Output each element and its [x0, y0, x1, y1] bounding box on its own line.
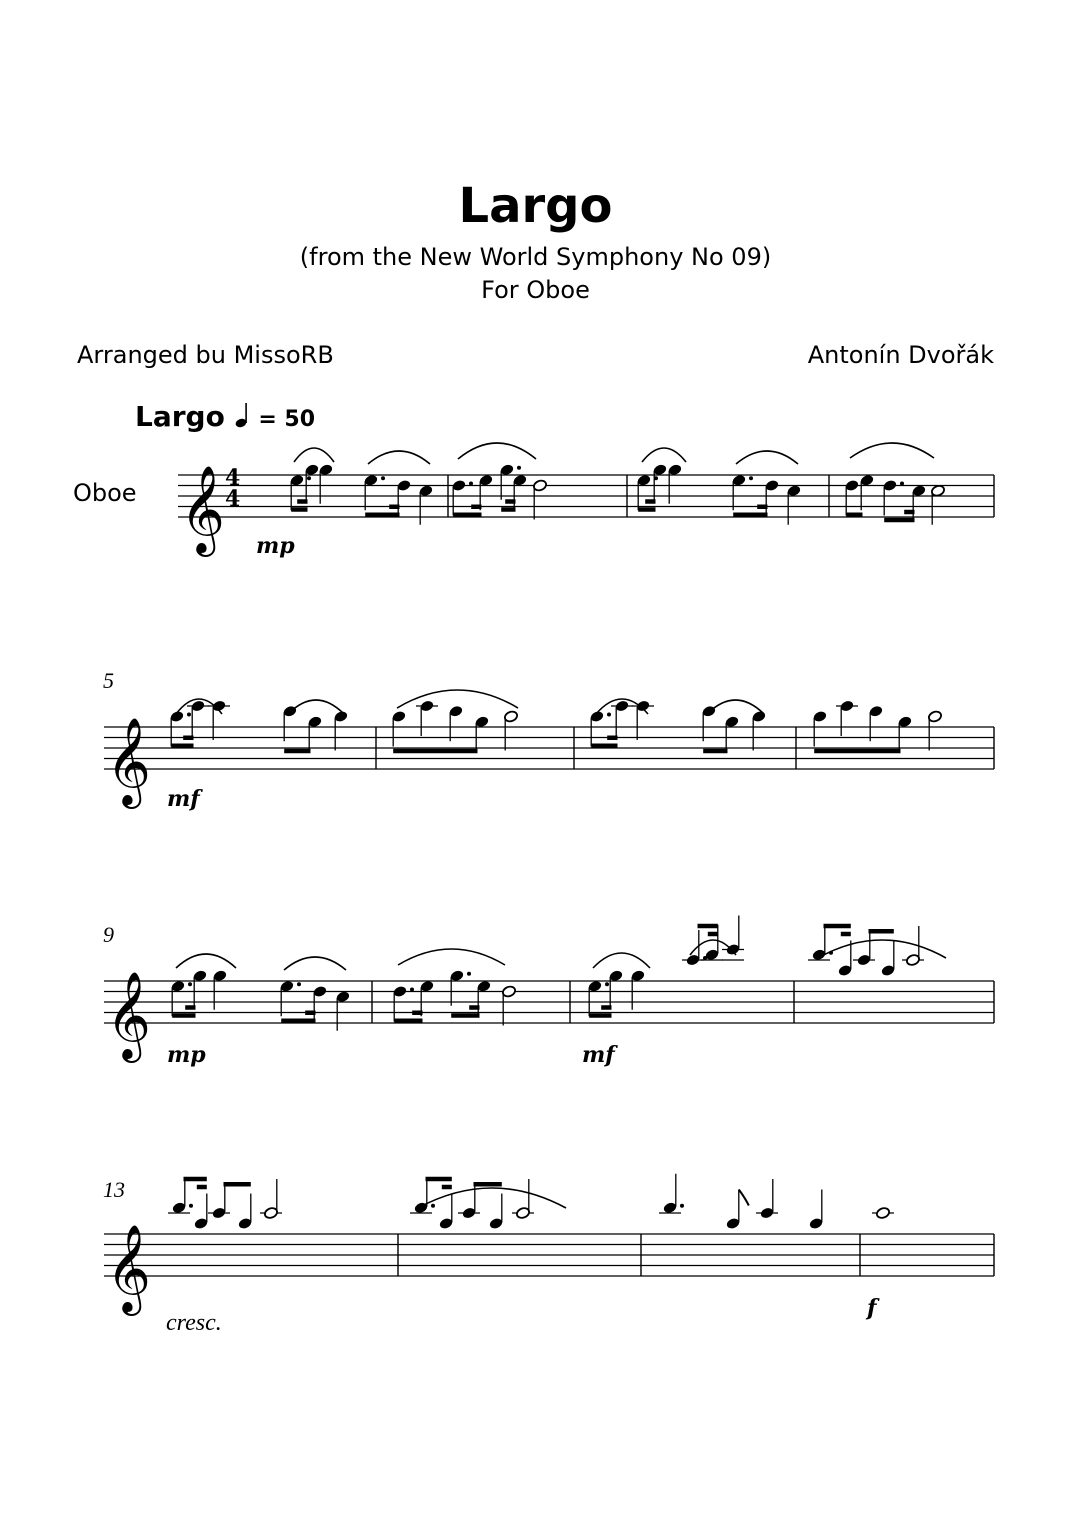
note-beam: [281, 1019, 315, 1024]
augmentation-dot: [467, 972, 471, 976]
note-beam: [471, 505, 481, 510]
note-beam: [846, 513, 862, 518]
note-beam: [703, 749, 727, 754]
augmentation-dot: [381, 476, 385, 480]
slur: [593, 953, 650, 968]
treble-clef-icon: 𝄞: [106, 1223, 151, 1312]
note-beam: [171, 744, 193, 749]
note-beam: [184, 1177, 207, 1182]
note-beam: [638, 507, 655, 512]
note-beam: [757, 505, 767, 510]
dynamic-f: f: [867, 1295, 877, 1321]
note-beam: [365, 513, 399, 518]
tempo-bpm: = 50: [258, 407, 316, 432]
note-beam: [412, 1011, 422, 1016]
augmentation-dot: [431, 1204, 435, 1208]
note-beam: [394, 1019, 422, 1024]
composer-credit: Antonín Dvořák: [807, 341, 994, 369]
slur: [418, 1188, 566, 1208]
augmentation-dot: [749, 476, 753, 480]
treble-clef-icon: 𝄞: [180, 464, 225, 553]
instrumentation-line: For Oboe: [481, 276, 590, 304]
treble-clef-icon: 𝄞: [106, 716, 151, 805]
treble-clef-icon: 𝄞: [106, 970, 151, 1059]
note-beam: [469, 1005, 479, 1010]
note-beam: [591, 744, 617, 749]
augmentation-dot: [605, 982, 609, 986]
dynamic-mp: mp: [256, 533, 295, 559]
note-beam: [884, 518, 914, 523]
augmentation-dot: [188, 982, 192, 986]
note-beam: [451, 1013, 479, 1018]
dynamic-mf: mf: [582, 1042, 615, 1068]
note-beam: [589, 1013, 611, 1018]
time-signature-denominator: 4: [225, 486, 241, 512]
note-beam: [869, 929, 894, 934]
note-beam: [904, 510, 914, 515]
slur: [368, 451, 430, 464]
tempo-text: Largo: [135, 400, 225, 433]
note-beam: [841, 932, 851, 937]
note-beam: [284, 749, 310, 754]
note-beam: [426, 1177, 452, 1182]
slur: [458, 443, 536, 459]
measure-number: 13: [103, 1177, 125, 1202]
dynamic-mp: mp: [167, 1042, 206, 1068]
note-beam: [505, 499, 515, 504]
note-beam: [708, 932, 718, 937]
augmentation-dot: [680, 1204, 684, 1208]
slur: [818, 940, 946, 958]
note-beam: [172, 1013, 195, 1018]
slur: [398, 949, 505, 965]
note-beam: [393, 749, 477, 754]
score-title: Largo: [458, 178, 613, 234]
augmentation-dot: [307, 476, 311, 480]
slur: [397, 690, 518, 708]
dynamic-mf: mf: [167, 786, 200, 812]
slur: [736, 451, 798, 464]
augmentation-dot: [469, 482, 473, 486]
slur: [284, 957, 346, 970]
note-beam: [185, 1005, 195, 1010]
measure-number: 9: [103, 922, 114, 947]
note-beam: [698, 924, 718, 929]
augmentation-dot: [410, 988, 414, 992]
note-beam: [291, 507, 307, 512]
note-beam: [607, 736, 617, 741]
note-beam: [224, 1182, 251, 1187]
instrument-name: Oboe: [73, 479, 137, 507]
time-signature-numerator: 4: [225, 465, 241, 491]
slur: [288, 700, 344, 714]
notehead: [875, 1206, 890, 1219]
augmentation-dot: [189, 1204, 193, 1208]
slur: [294, 448, 334, 462]
note-beam: [601, 1005, 611, 1010]
measure-number: 5: [103, 668, 114, 693]
slur: [707, 700, 764, 714]
note-beam: [453, 513, 481, 518]
slur: [850, 443, 934, 458]
slur: [176, 954, 236, 968]
augmentation-dot: [297, 982, 301, 986]
augmentation-dot: [517, 466, 521, 470]
augmentation-dot: [187, 713, 191, 717]
note-beam: [197, 1185, 207, 1190]
expression-cresc: cresc.: [166, 1310, 222, 1336]
note-beam: [442, 1185, 452, 1190]
note-beam: [389, 505, 399, 510]
note-beam: [733, 513, 767, 518]
slur: [642, 448, 686, 462]
score-subtitle: (from the New World Symphony No 09): [299, 243, 772, 271]
arranger-credit: Arranged bu MissoRB: [77, 341, 334, 369]
note-beam: [824, 924, 851, 929]
note-beam: [297, 499, 307, 504]
note-beam: [645, 499, 655, 504]
note-beam: [474, 1182, 502, 1187]
eighth-flag: [739, 1190, 749, 1206]
note-beam: [501, 507, 515, 512]
note-beam: [814, 749, 900, 754]
augmentation-dot: [900, 482, 904, 486]
note-beam: [183, 736, 193, 741]
augmentation-dot: [607, 713, 611, 717]
note-beam: [305, 1011, 315, 1016]
